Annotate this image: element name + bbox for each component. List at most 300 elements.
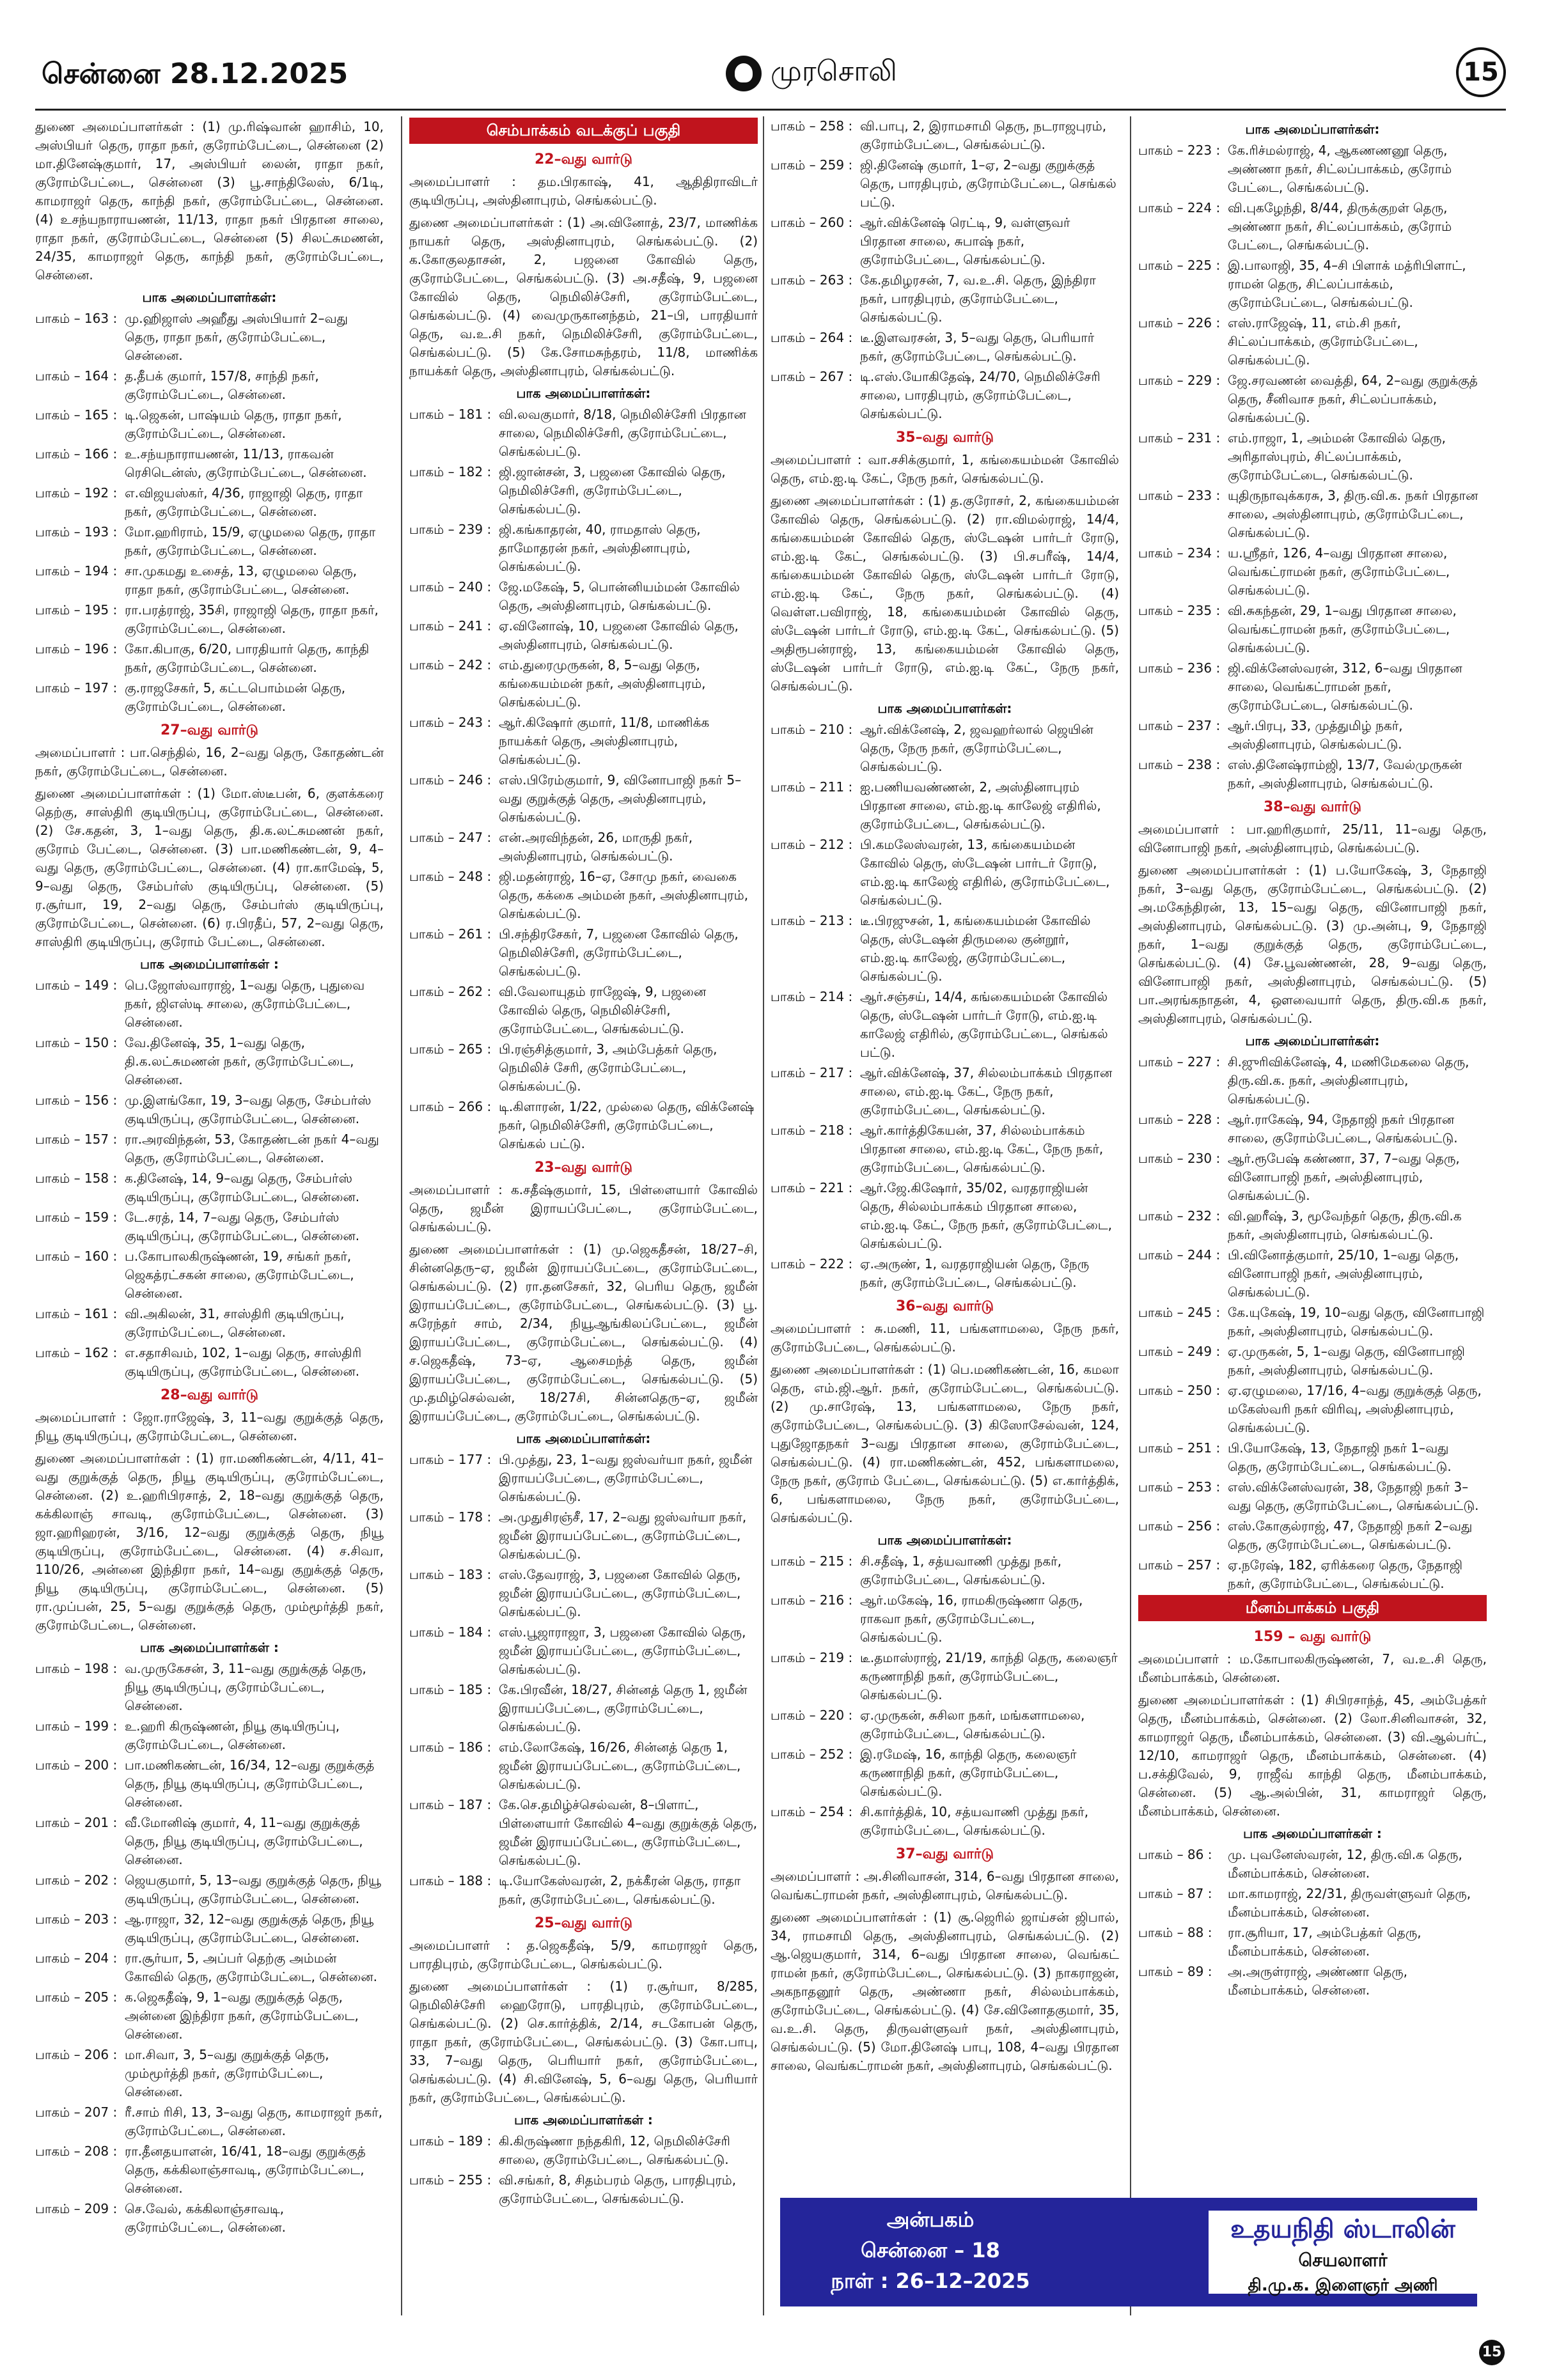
booth-number: பாகம் – 252 : bbox=[771, 1746, 853, 1762]
booth-number: பாகம் – 224 : bbox=[1138, 200, 1221, 215]
booth-number: பாகம் – 163 : bbox=[35, 311, 118, 326]
booth-number: பாகம் – 156 : bbox=[35, 1093, 118, 1108]
booth-list bbox=[409, 2132, 758, 2208]
booth-row bbox=[1138, 659, 1487, 715]
booth-number: பாகம் – 222 : bbox=[771, 1256, 853, 1272]
booth-row bbox=[409, 656, 758, 712]
booth-organizer: மோ.ஹரிராம், 15/9, ஏழுமலை தெரு, ராதா நகர், குரோம்பேட்டை, சென்னை. bbox=[125, 524, 376, 558]
booth-number: பாகம் – 260 : bbox=[771, 215, 853, 230]
booth-organizer: ஜெயகுமார், 5, 13–வது குறுக்குத் தெரு, நியூ குடியிருப்பு, குரோம்பேட்டை, சென்னை. bbox=[125, 1872, 381, 1906]
booth-number: பாகம் – 166 : bbox=[35, 446, 118, 462]
booth-row bbox=[771, 1803, 1119, 1840]
booth-organizer: ஜி.விக்னேஸ்வரன், 312, 6–வது பிரதான சாலை, வெங்கட்ராமன் நகர், குரோம்பேட்டை, செங்கல்பட்டு. bbox=[1228, 660, 1462, 713]
booth-number: பாகம் – 247 : bbox=[409, 830, 492, 845]
booth-organizer: பி.முத்து, 23, 1–வது ஜஸ்வர்யா நகர், ஜமீன் இராயப்பேட்டை, குரோம்பேட்டை, செங்கல்பட்டு. bbox=[499, 1452, 753, 1504]
booth-row bbox=[1138, 371, 1487, 427]
booth-row bbox=[35, 1949, 384, 1986]
booth-row bbox=[35, 1091, 384, 1128]
booth-number: பாகம் – 206 : bbox=[35, 2047, 118, 2062]
booth-row bbox=[409, 828, 758, 866]
booth-organizer: பி.சந்திரசேகர், 7, பஜனை கோவில் தெரு, நெமிலிச்சேரி, குரோம்பேட்டை, செங்கல்பட்டு. bbox=[499, 926, 739, 979]
booth-organizer: ப.கோபாலகிருஷ்ணன், 19, சங்கர் நகர், ஜெகத்ரட்சகன் சாலை, குரோம்பேட்டை, சென்னை. bbox=[125, 1248, 354, 1301]
paragraph: அமைப்பாளர் : வா.சசிக்குமார், 1, கங்கையம்மன் கோவில் தெரு, எம்.ஐ.டி கேட், நேரு நகர், செங்கல்பட்டு. bbox=[771, 452, 1119, 486]
booth-number: பாகம் – 185 : bbox=[409, 1682, 492, 1697]
booth-organizer: பி.கமலேஸ்வரன், 13, கங்கையம்மன் கோவில் தெரு, ஸ்டேஷன் பார்டர் ரோடு, எம்.ஐ.டி காலேஜ் எதிரில், குரோம்பேட்டை, செங்கல்பட்டு. bbox=[860, 837, 1110, 908]
booth-row bbox=[409, 617, 758, 654]
booth-organizer: ரா.சூர்யா, 5, அப்பர் தெற்கு அம்மன் கோவில் தெரு, குரோம்பேட்டை, சென்னை. bbox=[125, 1950, 377, 1984]
booth-list bbox=[771, 1552, 1119, 1840]
booth-row bbox=[35, 1169, 384, 1206]
booth-organizer: அ.முதுசிரஞ்சீ, 17, 2–வது ஜஸ்வர்யா நகர், ஜமீன் இராயப்பேட்டை, குரோம்பேட்டை, செங்கல்பட்டு. bbox=[499, 1509, 747, 1562]
booth-organizer: பி.யோகேஷ், 13, நேதாஜி நகர் 1–வது தெரு, குரோம்பேட்டை, செங்கல்பட்டு. bbox=[1228, 1440, 1452, 1474]
booth-number: பாகம் – 241 : bbox=[409, 618, 492, 634]
booth-organizer: எஸ்.தேவராஜ், 3, பஜனை கோவில் தெரு, ஜமீன் இராயப்பேட்டை, குரோம்பேட்டை, செங்கல்பட்டு. bbox=[499, 1567, 741, 1619]
booth-row bbox=[771, 329, 1119, 366]
booth-row bbox=[35, 445, 384, 482]
booth-row bbox=[409, 578, 758, 615]
booth-organizer: ஜி.கங்காதரன், 40, ராமதாஸ் தெரு, தாமோதரன் நகர், அஸ்தினாபுரம், செங்கல்பட்டு. bbox=[499, 522, 701, 574]
booth-organizer: ரா.தீனதயாளன், 16/41, 18–வது குறுக்குத் தெரு, கக்கிலாஞ்சாவடி, குரோம்பேட்டை, சென்னை. bbox=[125, 2143, 366, 2196]
booth-number: பாகம் – 205 : bbox=[35, 1989, 118, 2005]
paragraph: அமைப்பாளர் : பா.ஹரிகுமார், 25/11, 11–வது தெரு, வினோபாஜி நகர், அஸ்தினாபுரம், செங்கல்பட்டு. bbox=[1138, 821, 1487, 855]
booth-row bbox=[35, 367, 384, 404]
booth-organizer: மா.சிவா, 3, 5–வது குறுக்குத் தெரு, மும்மூர்த்தி நகர், குரோம்பேட்டை, சென்னை. bbox=[125, 2047, 329, 2099]
booth-row bbox=[1138, 314, 1487, 369]
booth-row bbox=[35, 1988, 384, 2044]
booth-row bbox=[409, 713, 758, 769]
booth-row bbox=[1138, 717, 1487, 754]
booth-number: பாகம் – 233 : bbox=[1138, 488, 1221, 503]
booth-number: பாகம் – 225 : bbox=[1138, 258, 1221, 273]
booth-organizer: எம்.ராஜா, 1, அம்மன் கோவில் தெரு, அரிதாஸ்புரம், சிட்லப்பாக்கம், குரோம்பேட்டை, செங்கல்பட்டு. bbox=[1228, 430, 1446, 483]
booth-number: பாகம் – 201 : bbox=[35, 1815, 118, 1830]
booth-organizer: சா.முகமது உசைத், 13, ஏழுமலை தெரு, ராதா நகர், குரோம்பேட்டை, சென்னை. bbox=[125, 563, 357, 597]
booth-number: பாகம் – 248 : bbox=[409, 869, 492, 884]
booth-row bbox=[1138, 141, 1487, 197]
booth-organizer: ஜே.மகேஷ், 5, பொன்னியம்மன் கோவில் தெரு, அஸ்தினாபுரம், செங்கல்பட்டு. bbox=[499, 579, 740, 613]
booth-organizer: க.தினேஷ், 14, 9–வது தெரு, சேம்பர்ஸ் குடியிருப்பு, குரோம்பேட்டை, சென்னை. bbox=[125, 1171, 360, 1204]
booth-row bbox=[409, 463, 758, 518]
booth-organizer: எ.விஜயஸ்கர், 4/36, ராஜாஜி தெரு, ராதா நகர், குரோம்பேட்டை, சென்னை. bbox=[125, 485, 363, 519]
booth-row bbox=[35, 2103, 384, 2140]
booth-row bbox=[35, 562, 384, 599]
footer-page-number: 15 bbox=[1479, 2340, 1505, 2365]
booth-row bbox=[409, 405, 758, 461]
booth-organizer: டீ.பிரஜுசன், 1, கங்கையம்மன் கோவில் தெரு, ஸ்டேஷன் திருமலை குன்றூர், எம்.ஐ.டி காலேஜ், குரோம்பேட்டை, செங்கல்பட்டு. bbox=[860, 913, 1091, 984]
booth-row bbox=[1138, 1885, 1487, 1922]
booth-row bbox=[409, 1098, 758, 1153]
booth-row bbox=[1138, 544, 1487, 600]
booth-number: பாகம் – 219 : bbox=[771, 1650, 853, 1665]
booth-row bbox=[771, 1179, 1119, 1253]
issue-city: சென்னை – 18 bbox=[861, 2238, 1000, 2262]
booth-number: பாகம் – 202 : bbox=[35, 1872, 118, 1888]
booth-organizer: இ.ரமேஷ், 16, காந்தி தெரு, கலைஞர் கருணாநிதி நகர், குரோம்பேட்டை, செங்கல்பட்டு. bbox=[860, 1746, 1077, 1799]
booth-number: பாகம் – 210 : bbox=[771, 722, 853, 737]
booth-row bbox=[771, 1706, 1119, 1743]
booth-row bbox=[35, 601, 384, 638]
booth-number: பாகம் – 178 : bbox=[409, 1509, 492, 1525]
booth-number: பாகம் – 226 : bbox=[1138, 315, 1221, 331]
section-heading: பாக அமைப்பாளர்கள் : bbox=[1243, 1826, 1382, 1841]
booth-number: பாகம் – 250 : bbox=[1138, 1383, 1221, 1398]
paragraph: அமைப்பாளர் : சு.மணி, 11, பங்களாமலை, நேரு நகர், குரோம்பேட்டை, செங்கல்பட்டு. bbox=[771, 1321, 1119, 1355]
booth-organizer: எஸ்.விக்னேஸ்வரன், 38, நேதாஜி நகர் 3–வது தெரு, குரோம்பேட்டை, செங்கல்பட்டு. bbox=[1228, 1479, 1479, 1513]
booth-number: பாகம் – 245 : bbox=[1138, 1305, 1221, 1320]
booth-number: பாகம் – 240 : bbox=[409, 579, 492, 595]
column-4 bbox=[1138, 116, 1487, 2002]
booth-organizer: எஸ்.தினேஷ்ராம்ஜி, 13/7, வேல்முருகன் நகர், அஸ்தினாபுரம், செங்கல்பட்டு. bbox=[1228, 757, 1462, 791]
booth-row bbox=[35, 1208, 384, 1245]
booth-organizer: பி.வினோத்குமார், 25/10, 1–வது தெரு, வினோபாஜி நகர், அஸ்தினாபுரம், செங்கல்பட்டு. bbox=[1228, 1247, 1459, 1300]
booth-number: பாகம் – 157 : bbox=[35, 1132, 118, 1147]
booth-organizer: வி.புகழேந்தி, 8/44, திருக்குறள் தெரு, அண்ணா நகர், சிட்லப்பாக்கம், குரோம் பேட்டை, செங்கல்பட்டு. bbox=[1228, 200, 1452, 253]
booth-number: பாகம் – 231 : bbox=[1138, 430, 1221, 446]
booth-organizer: ரா.பரத்ராஜ், 35சி, ராஜாஜி தெரு, ராதா நகர், குரோம்பேட்டை, சென்னை. bbox=[125, 602, 379, 636]
signatory-role: செயலாளர் bbox=[1298, 2250, 1388, 2271]
booth-organizer: ஏ.ஏழுமலை, 17/16, 4–வது குறுக்குத் தெரு, மகேஸ்வரி நகர் விரிவு, அஸ்தினாபுரம், செங்கல்பட்டு. bbox=[1228, 1383, 1482, 1435]
section-heading: பாக அமைப்பாளர்கள் : bbox=[140, 1640, 279, 1655]
booth-row bbox=[35, 1910, 384, 1947]
booth-number: பாகம் – 256 : bbox=[1138, 1518, 1221, 1534]
booth-number: பாகம் – 161 : bbox=[35, 1306, 118, 1321]
section-heading: பாக அமைப்பாளர்கள் : bbox=[514, 2112, 653, 2127]
column-divider bbox=[401, 116, 402, 2315]
newspaper-title: முரசொலி bbox=[771, 55, 897, 88]
booth-row bbox=[771, 368, 1119, 423]
booth-number: பாகம் – 257 : bbox=[1138, 1557, 1221, 1573]
booth-organizer: ஜே.சரவணன் வைத்தி, 64, 2–வது குறுக்குத் தெரு, சீனிவாச நகர், சிட்லப்பாக்கம், செங்கல்பட்டு. bbox=[1228, 373, 1478, 425]
paragraph: அமைப்பாளர் : ம.கோபாலகிருஷ்ணன், 7, வ.உ.சி தெரு, மீனம்பாக்கம், சென்னை. bbox=[1138, 1651, 1487, 1685]
booth-row bbox=[1138, 1517, 1487, 1554]
booth-organizer: வி.சுகந்தன், 29, 1–வது பிரதான சாலை, வெங்கட்ராமன் நகர், குரோம்பேட்டை, செங்கல்பட்டு. bbox=[1228, 603, 1457, 655]
paragraph: துணை அமைப்பாளர்கள் : (1) சிபிரசாந்த், 45, அம்பேத்கர் தெரு, மீனம்பாக்கம், சென்னை. (2) லோ.சினிவாசன், 32, காமராஜர் தெரு, மீனம்பாக்கம், சென்னை. (3) வி.ஆல்பர்ட், 12/10, காமராஜர் தெரு, மீனம்பாக்கம், சென்னை. (4) ப.சக்திவேல், 9, ராஜீவ் காந்தி தெரு, மீனம்பாக்கம், சென்னை. (5) ஆ.அல்பின், 31, காமராஜர் தெரு, மீனம்பாக்கம், சென்னை. bbox=[1138, 1692, 1487, 1819]
paragraph: துணை அமைப்பாளர்கள் : (1) மு.ஜெகதீசன், 18/27–சி, சின்னதெரு–ஏ, ஜமீன் இராயப்பேட்டை, குரோம்பேட்டை, செங்கல்பட்டு. (2) ரா.தனசேகர், 32, பெரிய தெரு, ஜமீன் இராயப்பேட்டை, குரோம்பேட்டை, செங்கல்பட்டு. (3) பூ. சுரேந்தர் சாம், 2/34, நியூஆங்கிலப்பேட்டை, ஜமீன் இராயப்பேட்டை, குரோம்பேட்டை, செங்கல்பட்டு. (4) ச.ஜெகதீஷ், 73–ஏ, ஆசைமந்த் தெரு, ஜமீன் இராயப்பேட்டை, குரோம்பேட்டை, செங்கல்பட்டு. (5) மு.தமிழ்செல்வன், 18/27சி, சின்னதெரு–ஏ, ஜமீன் இராயப்பேட்டை, குரோம்பேட்டை, செங்கல்பட்டு. bbox=[409, 1241, 758, 1424]
paragraph: துணை அமைப்பாளர்கள் : (1) மோ.ஸ்டீபன், 6, குளக்கரை தெற்கு, சாஸ்திரி குடியிருப்பு, குரோம்பேட்டை, சென்னை. (2) சே.கதன், 3, 1–வது தெரு, தி.க.லட்சுமணன் நகர், குரோம் பேட்டை, சென்னை. (3) பா.மணிகண்டன், 9, 4–வது தெரு, குரோம்பேட்டை, சென்னை. (4) ரா.காமேஷ், 5, 9–வது தெரு, சேம்பர்ஸ் குடியிருப்பு, சென்னை. (5) ர.சூர்யா, 19, 2–வது தெரு, சேம்பர்ஸ் குடியிருப்பு, குரோம்பேட்டை, சென்னை. (6) ர.பிரதீப், 57, 2–வது தெரு, சாஸ்திரி குடியிருப்பு, குரோம் பேட்டை, சென்னை. bbox=[35, 786, 384, 949]
booth-row bbox=[1138, 1246, 1487, 1302]
booth-row bbox=[35, 1717, 384, 1754]
booth-row bbox=[771, 1552, 1119, 1589]
booth-organizer: எம்.துரைமுருகன், 8, 5–வது தெரு, கங்கையம்மன் நகர், அஸ்தினாபுரம், செங்கல்பட்டு. bbox=[499, 657, 706, 710]
ward-heading: 159 – வது வார்டு bbox=[1253, 1629, 1372, 1645]
booth-organizer: ஏ.நரேஷ், 182, ஏரிக்கரை தெரு, நேதாஜி நகர், குரோம்பேட்டை, செங்கல்பட்டு. bbox=[1228, 1557, 1463, 1591]
booth-organizer: ரா.சூரியா, 17, அம்பேத்கர் தெரு, மீனம்பாக்கம், சென்னை. bbox=[1228, 1925, 1422, 1959]
booth-row bbox=[409, 771, 758, 827]
booth-organizer: சி.ஜுரிவிக்னேஷ், 4, மணிமேகலை தெரு, திரு.வி.க. நகர், அஸ்தினாபுரம், செங்கல்பட்டு. bbox=[1228, 1054, 1469, 1107]
booth-row bbox=[35, 2046, 384, 2101]
booth-number: பாகம் – 267 : bbox=[771, 369, 853, 384]
booth-number: பாகம் – 254 : bbox=[771, 1804, 853, 1819]
booth-number: பாகம் – 265 : bbox=[409, 1041, 492, 1057]
booth-number: பாகம் – 184 : bbox=[409, 1624, 492, 1640]
booth-row bbox=[1138, 1963, 1487, 2000]
paragraph: துணை அமைப்பாளர்கள் : (1) ப.யோகேஷ், 3, நேதாஜி நகர், 3–வது தெரு, குரோம்பேட்டை, செங்கல்பட்டு. (2) அ.மகேந்திரன், 13, 15–வது தெரு, வினோபாஜி நகர், அஸ்தினாபுரம், செங்கல்பட்டு. (3) மு.அன்பு, 9, நேதாஜி நகர், 1–வது குறுக்குத் தெரு, குரோம்பேட்டை, செங்கல்பட்டு. (4) சே.பூவண்ணன், 28, 9–வது தெரு, வினோபாஜி நகர், அஸ்தினாபுரம், செங்கல்பட்டு. (5) பா.அரங்கநாதன், 4, ஔவையார் தெரு, திரு.வி.க நகர், அஸ்தினாபுரம், செங்கல்பட்டு. bbox=[1138, 862, 1487, 1026]
booth-organizer: ஆர்.கிஷோர் குமார், 11/8, மாணிக்க நாயக்கர் தெரு, அஸ்தினாபுரம், செங்கல்பட்டு. bbox=[499, 715, 710, 767]
booth-organizer: உ.ஹரி கிருஷ்ணன், நியூ குடியிருப்பு, குரோம்பேட்டை, சென்னை. bbox=[125, 1718, 340, 1752]
booth-row bbox=[771, 1649, 1119, 1704]
booth-number: பாகம் – 150 : bbox=[35, 1035, 118, 1050]
booth-organizer: மு. புவனேஸ்வரன், 12, திரு.வி.க தெரு, மீனம்பாக்கம், சென்னை. bbox=[1228, 1847, 1462, 1881]
booth-organizer: க.ஜெகதீஷ், 9, 1–வது குறுக்குத் தெரு, அன்னை இந்திரா நகர், குரோம்பேட்டை, சென்னை. bbox=[125, 1989, 359, 2042]
paragraph: துணை அமைப்பாளர்கள் : (1) ரா.மணிகண்டன், 4/11, 41–வது குறுக்குத் தெரு, நியூ குடியிருப்பு, குரோம்பேட்டை, சென்னை. (2) உ.ஹரிபிரசாத், 2, 18–வது குறுக்குத் தெரு, கக்கிலாஞ் சாவடி, குரோம்பேட்டை, சென்னை. (3) ஜா.ஹரிஹரன், 3/16, 12–வது குறுக்குத் தெரு, நியூ குடியிருப்பு, குரோம்பேட்டை, சென்னை. (4) ச.சிவா, 110/26, அன்னை இந்திரா நகர், 14–வது குறுக்குத் தெரு, நியூ குடியிருப்பு, குரோம்பேட்டை, சென்னை. (5) ரா.முப்பன், 25, 5–வது குறுக்குத் தெரு, மும்மூர்த்தி நகர், குரோம்பேட்டை, சென்னை. bbox=[35, 1451, 384, 1633]
signatory-name: உதயநிதி ஸ்டாலின் bbox=[1230, 2214, 1455, 2244]
booth-organizer: கே.பிரவீன், 18/27, சின்னத் தெரு 1, ஜமீன் இராயப்பேட்டை, குரோம்பேட்டை, செங்கல்பட்டு. bbox=[499, 1682, 748, 1734]
section-heading: பாக அமைப்பாளர்கள்: bbox=[877, 701, 1012, 716]
masthead bbox=[35, 45, 1506, 111]
booth-list bbox=[1138, 1846, 1487, 2000]
booth-row bbox=[35, 1130, 384, 1167]
ward-heading: 28–வது வார்டு bbox=[160, 1387, 259, 1403]
booth-number: பாகம் – 197 : bbox=[35, 680, 118, 696]
page-number-badge: 15 bbox=[1456, 47, 1506, 97]
booth-number: பாகம் – 212 : bbox=[771, 837, 853, 852]
booth-number: பாகம் – 196 : bbox=[35, 641, 118, 657]
section-heading: பாக அமைப்பாளர்கள்: bbox=[142, 290, 277, 305]
booth-organizer: எஸ்.பூஜாராஜா, 3, பஜனை கோவில் தெரு, ஜமீன் இராயப்பேட்டை, குரோம்பேட்டை, செங்கல்பட்டு. bbox=[499, 1624, 746, 1677]
booth-number: பாகம் – 199 : bbox=[35, 1718, 118, 1734]
booth-number: பாகம் – 209 : bbox=[35, 2201, 118, 2216]
ward-heading: 27–வது வார்டு bbox=[160, 722, 259, 738]
booth-organizer: சி.கார்த்திக், 10, சத்யவாணி முத்து நகர், குரோம்பேட்டை, செங்கல்பட்டு. bbox=[860, 1804, 1089, 1838]
booth-row bbox=[771, 1064, 1119, 1119]
booth-number: பாகம் – 220 : bbox=[771, 1707, 853, 1723]
paragraph: அமைப்பாளர் : பா.செந்தில், 16, 2–வது தெரு, கோதண்டன் நகர், குரோம்பேட்டை, சென்னை. bbox=[35, 745, 384, 779]
booth-number: பாகம் – 181 : bbox=[409, 407, 492, 422]
booth-number: பாகம் – 87 : bbox=[1138, 1886, 1212, 1901]
booth-organizer: ஆர்.கார்த்திகேயன், 37, சில்லம்பாக்கம் பிரதான சாலை, எம்.ஐ.டி கேட், நேரு நகர், குரோம்பேட்டை, செங்கல்பட்டு. bbox=[860, 1123, 1104, 1175]
booth-organizer: டீ.இளவரசன், 3, 5–வது தெரு, பெரியார் நகர், குரோம்பேட்டை, செங்கல்பட்டு. bbox=[860, 330, 1095, 364]
booth-row bbox=[409, 1623, 758, 1679]
booth-row bbox=[409, 925, 758, 981]
booth-organizer: ய.ஸ்ரீதர், 126, 4–வது பிரதான சாலை, வெங்கட்ராமன் நகர், குரோம்பேட்டை, செங்கல்பட்டு. bbox=[1228, 545, 1450, 598]
booth-organizer: கே.ரிச்மல்ராஜ், 4, ஆகணணனூ தெரு, அண்ணா நகர், சிட்லப்பாக்கம், குரோம் பேட்டை, செங்கல்பட்டு. bbox=[1228, 143, 1452, 195]
paragraph: அமைப்பாளர் : தம.பிரகாஷ், 41, ஆதிதிராவிடர் குடியிருப்பு, அஸ்தினாபுரம், செங்கல்பட்டு. bbox=[409, 174, 758, 208]
booth-row bbox=[35, 309, 384, 365]
paragraph: அமைப்பாளர் : க.சதீஷ்குமார், 15, பிள்ளையார் கோவில் தெரு, ஜமீன் இராயப்பேட்டை, குரோம்பேட்டை, செங்கல்பட்டு. bbox=[409, 1182, 758, 1234]
booth-row bbox=[35, 679, 384, 716]
booth-row bbox=[409, 983, 758, 1038]
booth-organizer: எஸ்.ராஜேஷ், 11, எம்.சி நகர், சிட்லப்பாக்கம், குரோம்பேட்டை, செங்கல்பட்டு. bbox=[1228, 315, 1418, 368]
booth-number: பாகம் – 160 : bbox=[35, 1248, 118, 1264]
booth-number: பாகம் – 244 : bbox=[1138, 1247, 1221, 1263]
booth-row bbox=[35, 523, 384, 560]
booth-organizer: ஐ.பணியவண்ணன், 2, அஸ்தினாபுரம் பிரதான சாலை, எம்.ஐ.டி காலேஜ் எதிரில், குரோம்பேட்டை, செங்கல்பட்டு. bbox=[860, 779, 1101, 832]
booth-number: பாகம் – 259 : bbox=[771, 157, 853, 173]
paragraph: துணை அமைப்பாளர்கள் : (1) சூ.ஜெரில் ஜாய்சன் ஜிபால், 34, ராமசாமி தெரு, அஸ்தினாபுரம், செங்கல்பட்டு. (2) ஆ.ஜெயகுமார், 314, 6–வது பிரதான சாலை, வெங்கட் ராமன் நகர், குரோம்பேட்டை, செங்கல்பட்டு. (3) நாகராஜன், அகநாதனூர் தெரு, அண்ணா நகர், சில்லம்பாக்கம், குரோம்பேட்டை, செங்கல்பட்டு. (4) சே.வினோதகுமார், 35, வ.உ.சி. தெரு, திருவள்ளுவர் நகர், அஸ்தினாபுரம், செங்கல்பட்டு. (5) மோ.தினேஷ் பாபு, 108, 4–வது பிரதான சாலை, வெங்கட்ராமன் நகர், அஸ்தினாபுரம், செங்கல்பட்டு. bbox=[771, 1909, 1119, 2073]
booth-organizer: ரீ.சாம் ரிசி, 13, 3–வது தெரு, காமராஜர் நகர், குரோம்பேட்டை, சென்னை. bbox=[125, 2104, 383, 2138]
booth-row bbox=[1138, 1149, 1487, 1205]
booth-organizer: ஜி.மதன்ராஜ், 16–ஏ, சோமு நகர், வைகை தெரு, கக்கை அம்மன் நகர், அஸ்தினாபுரம், செங்கல்பட்டு. bbox=[499, 869, 749, 921]
booth-organizer: ஏ.அருண், 1, வரதராஜியன் தெரு, நேரு நகர், குரோம்பேட்டை, செங்கல்பட்டு. bbox=[860, 1256, 1090, 1290]
booth-number: பாகம் – 218 : bbox=[771, 1123, 853, 1138]
paragraph: அமைப்பாளர் : அ.சினிவாசன், 314, 6–வது பிரதான சாலை, வெங்கட்ராமன் நகர், அஸ்தினாபுரம், செங்கல்பட்டு. bbox=[771, 1869, 1119, 1902]
booth-organizer: ஆ.ராஜா, 32, 12–வது குறுக்குத் தெரு, நியூ குடியிருப்பு, குரோம்பேட்டை, சென்னை. bbox=[125, 1911, 374, 1945]
area-banner: மீனம்பாக்கம் பகுதி bbox=[1138, 1595, 1487, 1621]
booth-list bbox=[35, 1660, 384, 2237]
booth-row bbox=[1138, 602, 1487, 657]
booth-organizer: வி.பாபு, 2, இராமசாமி தெரு, நடராஜபுரம், குரோம்பேட்டை, செங்கல்பட்டு. bbox=[860, 118, 1107, 152]
booth-number: பாகம் – 235 : bbox=[1138, 603, 1221, 618]
booth-organizer: கே.தமிழரசன், 7, வ.உ.சி. தெரு, இந்திரா நகர், பாரதிபுரம், குரோம்பேட்டை, செங்கல்பட்டு. bbox=[860, 272, 1096, 325]
booth-number: பாகம் – 194 : bbox=[35, 563, 118, 579]
booth-row bbox=[1138, 1556, 1487, 1593]
booth-row bbox=[1138, 1342, 1487, 1380]
booth-organizer: ஆர்.விக்னேஷ், 37, சில்லம்பாக்கம் பிரதான சாலை, எம்.ஐ.டி கேட், நேரு நகர், குரோம்பேட்டை, செங்கல்பட்டு. bbox=[860, 1065, 1113, 1117]
booth-organizer: யுதிருநாவுக்கரசு, 3, திரு.வி.க. நகர் பிரதான சாலை, அஸ்தினாபுரம், குரோம்பேட்டை, செங்கல்பட்டு. bbox=[1228, 488, 1478, 540]
booth-organizer: எம்.லோகேஷ், 16/26, சின்னத் தெரு 1, ஜமீன் இராயப்பேட்டை, குரோம்பேட்டை, செங்கல்பட்டு. bbox=[499, 1739, 741, 1792]
booth-row bbox=[35, 1305, 384, 1342]
booth-organizer: ஆர்.சஞ்சய், 14/4, கங்கையம்மன் கோவில் தெரு, ஸ்டேஷன் பார்டர் ரோடு, எம்.ஐ.டி காலேஜ் எதிரில், குரோம்பேட்டை, செங்கல் பட்டு. bbox=[860, 989, 1108, 1060]
booth-row bbox=[1138, 486, 1487, 542]
booth-row bbox=[771, 1591, 1119, 1647]
booth-organizer: ஆர்.விக்னேஷ் ரெட்டி, 9, வள்ளுவர் பிரதான சாலை, சுபாஷ் நகர், குரோம்பேட்டை, செங்கல்பட்டு. bbox=[860, 215, 1070, 267]
booth-row bbox=[771, 117, 1119, 154]
section-heading: பாக அமைப்பாளர்கள்: bbox=[1245, 1033, 1380, 1048]
issue-place: அன்பகம் bbox=[886, 2207, 975, 2232]
booth-organizer: ஆர்.ரூபேஷ் கண்ணா, 37, 7–வது தெரு, வினோபாஜி நகர், அஸ்தினாபுரம், செங்கல்பட்டு. bbox=[1228, 1151, 1460, 1203]
booth-number: பாகம் – 213 : bbox=[771, 913, 853, 928]
booth-organizer: இ.பாலாஜி, 35, 4–சி பிளாக் மத்ரிபிளாட், ராமன் தெரு, சிட்லப்பாக்கம், குரோம்பேட்டை, செங்கல்பட்டு. bbox=[1228, 258, 1466, 310]
booth-list bbox=[771, 720, 1119, 1292]
booth-organizer: வி.ஹரீஷ், 3, மூவேந்தர் தெரு, திரு.வி.க நகர், அஸ்தினாபுரம், செங்கல்பட்டு. bbox=[1228, 1208, 1462, 1242]
signatory bbox=[1209, 2211, 1477, 2294]
booth-number: பாகம் – 158 : bbox=[35, 1171, 118, 1186]
booth-organizer: எஸ்.கோகுல்ராஜ், 47, நேதாஜி நகர் 2–வது தெரு, குரோம்பேட்டை, செங்கல்பட்டு. bbox=[1228, 1518, 1473, 1552]
booth-organizer: டே.சரத், 14, 7–வது தெரு, சேம்பர்ஸ் குடியிருப்பு, குரோம்பேட்டை, சென்னை. bbox=[125, 1209, 360, 1243]
booth-number: பாகம் – 237 : bbox=[1138, 718, 1221, 733]
booth-row bbox=[35, 1034, 384, 1089]
booth-organizer: எ.சதாசிவம், 102, 1–வது தெரு, சாஸ்திரி குடியிருப்பு, குரோம்பேட்டை, சென்னை. bbox=[125, 1345, 362, 1379]
booth-row bbox=[771, 778, 1119, 834]
booth-number: பாகம் – 230 : bbox=[1138, 1151, 1221, 1166]
booth-organizer: த.தீபக் குமார், 157/8, சாந்தி நகர், குரோம்பேட்டை, சென்னை. bbox=[125, 368, 319, 402]
booth-organizer: வி.அகிலன், 31, சாஸ்திரி குடியிருப்பு, குரோம்பேட்டை, சென்னை. bbox=[125, 1306, 345, 1340]
booth-number: பாகம் – 149 : bbox=[35, 977, 118, 993]
booth-list bbox=[1138, 141, 1487, 793]
booth-number: பாகம் – 266 : bbox=[409, 1099, 492, 1114]
booth-organizer: வி.லவகுமார், 8/18, நெமிலிச்சேரி பிரதான சாலை, நெமிலிச்சேரி, குரோம்பேட்டை, செங்கல்பட்டு. bbox=[499, 407, 746, 459]
booth-row bbox=[1138, 756, 1487, 793]
masthead-title-group bbox=[726, 55, 897, 91]
booth-number: பாகம் – 198 : bbox=[35, 1661, 118, 1676]
booth-row bbox=[1138, 1110, 1487, 1147]
booth-number: பாகம் – 214 : bbox=[771, 989, 853, 1004]
booth-number: பாகம் – 211 : bbox=[771, 779, 853, 795]
booth-number: பாகம் – 236 : bbox=[1138, 660, 1221, 676]
booth-row bbox=[1138, 1053, 1487, 1108]
booth-row bbox=[35, 1871, 384, 1908]
booth-organizer: டீ.தமாஸ்ராஜ், 21/19, காந்தி தெரு, கலைஞர் கருணாநிதி நகர், குரோம்பேட்டை, செங்கல்பட்டு. bbox=[860, 1650, 1118, 1702]
booth-organizer: மு.இளங்கோ, 19, 3–வது தெரு, சேம்பர்ஸ் குடியிருப்பு, குரோம்பேட்டை, சென்னை. bbox=[125, 1093, 372, 1126]
rising-sun-logo-icon bbox=[726, 56, 762, 91]
booth-row bbox=[771, 988, 1119, 1062]
paragraph: துணை அமைப்பாளர்கள் : (1) ர.சூர்யா, 8/285, நெமிலிச்சேரி ஹைரோடு, பாரதிபுரம், குரோம்பேட்டை, செங்கல்பட்டு. (2) செ.கார்த்திக், 2/14, சடகோபன் தெரு, ராதா நகர், குரோம்பேட்டை, செங்கல்பட்டு. (3) கோ.பாபு, 33, 7–வது தெரு, பெரியார் நகர், குரோம்பேட்டை, செங்கல்பட்டு. (4) சி.வினேஷ், 5, 6–வது தெரு, பெரியார் நகர், குரோம்பேட்டை, செங்கல்பட்டு. bbox=[409, 1979, 758, 2105]
booth-organizer: மா.காமராஜ், 22/31, திருவள்ளுவர் தெரு, மீனம்பாக்கம், சென்னை. bbox=[1228, 1886, 1471, 1920]
booth-row bbox=[35, 976, 384, 1032]
booth-row bbox=[409, 1681, 758, 1736]
booth-row bbox=[35, 2142, 384, 2198]
booth-organizer: ஏ.முருகன், சுசிலா நகர், மங்களாமலை, குரோம்பேட்டை, செங்கல்பட்டு. bbox=[860, 1707, 1085, 1741]
booth-row bbox=[409, 520, 758, 576]
paragraph: அமைப்பாளர் : த.ஜெகதீஷ், 5/9, காமராஜர் தெரு, பாரதிபுரம், குரோம்பேட்டை, செங்கல்பட்டு. bbox=[409, 1938, 758, 1972]
booth-number: பாகம் – 243 : bbox=[409, 715, 492, 730]
booth-number: பாகம் – 253 : bbox=[1138, 1479, 1221, 1495]
booth-organizer: கு.ராஜசேகர், 5, கட்டபொம்மன் தெரு, குரோம்பேட்டை, சென்னை. bbox=[125, 680, 346, 714]
booth-row bbox=[409, 2132, 758, 2169]
booth-number: பாகம் – 242 : bbox=[409, 657, 492, 673]
booth-number: பாகம் – 221 : bbox=[771, 1180, 853, 1195]
booth-organizer: ஏ.வினோஷ், 10, பஜனை கோவில் தெரு, அஸ்தினாபுரம், செங்கல்பட்டு. bbox=[499, 618, 739, 652]
booth-number: பாகம் – 238 : bbox=[1138, 757, 1221, 772]
booth-list bbox=[409, 405, 758, 1153]
booth-number: பாகம் – 164 : bbox=[35, 368, 118, 384]
booth-row bbox=[35, 1814, 384, 1869]
booth-organizer: சி.சதீஷ், 1, சத்யவாணி முத்து நகர், குரோம்பேட்டை, செங்கல்பட்டு. bbox=[860, 1553, 1061, 1587]
booth-row bbox=[771, 214, 1119, 269]
booth-number: பாகம் – 258 : bbox=[771, 118, 853, 134]
booth-number: பாகம் – 89 : bbox=[1138, 1964, 1212, 1979]
ward-heading: 37–வது வார்டு bbox=[895, 1846, 994, 1862]
ward-heading: 23–வது வார்டு bbox=[534, 1160, 633, 1176]
booth-row bbox=[1138, 1478, 1487, 1515]
ward-heading: 35–வது வார்டு bbox=[895, 430, 994, 446]
booth-organizer: என்.அரவிந்தன், 26, மாருதி நகர், அஸ்தினாபுரம், செங்கல்பட்டு. bbox=[499, 830, 693, 864]
booth-organizer: ரா.அரவிந்தன், 53, கோதண்டன் நகர் 4–வது தெரு, குரோம்பேட்டை, சென்னை. bbox=[125, 1132, 379, 1165]
booth-organizer: ஆர்.ராகேஷ், 94, நேதாஜி நகர் பிரதான சாலை, குரோம்பேட்டை, செங்கல்பட்டு. bbox=[1228, 1112, 1458, 1146]
booth-organizer: டி.கிளாரன், 1/22, முல்லை தெரு, விக்னேஷ் நகர், நெமிலிச்சேரி, குரோம்பேட்டை, செங்கல் பட்டு. bbox=[499, 1099, 755, 1151]
ward-heading: 36–வது வார்டு bbox=[895, 1298, 994, 1314]
booth-number: பாகம் – 186 : bbox=[409, 1739, 492, 1755]
paragraph: அமைப்பாளர் : ஜோ.ராஜேஷ், 3, 11–வது குறுக்குத் தெரு, நியூ குடியிருப்பு, குரோம்பேட்டை, சென்னை. bbox=[35, 1410, 384, 1443]
booth-number: பாகம் – 165 : bbox=[35, 407, 118, 423]
paragraph: துணை அமைப்பாளர்கள் : (1) த.குரோசர், 2, கங்கையம்மன் கோவில் தெரு, செங்கல்பட்டு. (2) ரா.விமல்ராஜ், 14/4, கங்கையம்மன் கோவில் தெரு, ஸ்டேஷன் பார்டர் ரோடு, எம்.ஐ.டி கேட், செங்கல்பட்டு. (3) பி.சபரீஷ், 14/4, கங்கையம்மன் கோவில் தெரு, ஸ்டேஷன் பார்டர் ரோடு, எம்.ஐ.டி கேட், நேரு நகர், செங்கல்பட்டு. (4) வெள்ள.பவிராஜ், 18, கங்கையம்மன் கோவில் தெரு, ஸ்டேஷன் பார்டர் ரோடு, எம்.ஐ.டி கேட், செங்கல்பட்டு. (5) அதிரூபன்ராஜ், 13, கங்கையம்மன் கோவில் தெரு, ஸ்டேஷன் பார்டர் ரோடு, எம்.ஐ.டி கேட், நேரு நகர், செங்கல்பட்டு. bbox=[771, 493, 1119, 694]
booth-row bbox=[409, 1738, 758, 1794]
booth-organizer: கே.செ.தமிழ்ச்செல்வன், 8–பிளாட், பிள்ளையார் கோவில் 4–வது குறுக்குத் தெரு, ஜமீன் இராயப்பேட்டை, குரோம்பேட்டை, செங்கல்பட்டு. bbox=[499, 1797, 758, 1868]
booth-organizer: மு.ஹிஜாஸ் அஹீது அஸ்பியார் 2–வது தெரு, ராதா நகர், குரோம்பேட்டை, சென்னை. bbox=[125, 311, 349, 363]
booth-number: பாகம் – 188 : bbox=[409, 1873, 492, 1888]
booth-number: பாகம் – 195 : bbox=[35, 602, 118, 618]
booth-organizer: கே.யுகேஷ், 19, 10–வது தெரு, வினோபாஜி நகர், அஸ்தினாபுரம், செங்கல்பட்டு. bbox=[1228, 1305, 1485, 1339]
booth-row bbox=[771, 156, 1119, 212]
booth-organizer: உ.சந்யநாராயணன், 11/13, ராகவன் ரெசிடென்ஸ், குரோம்பேட்டை, சென்னை. bbox=[125, 446, 367, 480]
booth-number: பாகம் – 200 : bbox=[35, 1757, 118, 1773]
booth-row bbox=[771, 720, 1119, 776]
section-heading: பாக அமைப்பாளர்கள்: bbox=[516, 1431, 651, 1446]
booth-organizer: செ.வேல், கக்கிலாஞ்சாவடி, குரோம்பேட்டை, சென்னை. bbox=[125, 2201, 286, 2235]
booth-row bbox=[409, 867, 758, 923]
booth-number: பாகம் – 228 : bbox=[1138, 1112, 1221, 1127]
booth-row bbox=[409, 1796, 758, 1870]
booth-organizer: வ.முருகேசன், 3, 11–வது குறுக்குத் தெரு, நியூ குடியிருப்பு, குரோம்பேட்டை, சென்னை. bbox=[125, 1661, 366, 1713]
booth-organizer: ஆர்.மகேஷ், 16, ராமகிருஷ்ணா தெரு, ராகவா நகர், குரோம்பேட்டை, செங்கல்பட்டு. bbox=[860, 1592, 1083, 1645]
booth-row bbox=[409, 1040, 758, 1096]
booth-row bbox=[1138, 1924, 1487, 1961]
booth-number: பாகம் – 216 : bbox=[771, 1592, 853, 1608]
column-divider bbox=[1130, 116, 1131, 2315]
booth-organizer: டி.ஜெகன், பாஷ்யம் தெரு, ராதா நகர், குரோம்பேட்டை, சென்னை. bbox=[125, 407, 342, 441]
booth-number: பாகம் – 217 : bbox=[771, 1065, 853, 1080]
booth-row bbox=[35, 1660, 384, 1715]
booth-organizer: அ.அருள்ராஜ், அண்ணா தெரு, மீனம்பாக்கம், சென்னை. bbox=[1228, 1964, 1407, 1998]
booth-number: பாகம் – 208 : bbox=[35, 2143, 118, 2159]
section-heading: பாக அமைப்பாளர்கள்: bbox=[516, 385, 651, 401]
booth-organizer: டி.எஸ்.யோகிதேஷ், 24/70, நெமிலிச்சேரி சாலை, பாரதிபுரம், குரோம்பேட்டை, செங்கல்பட்டு. bbox=[860, 369, 1100, 421]
paragraph: துணை அமைப்பாளர்கள் : (1) மு.ரிஷ்வான் ஹாசிம், 10, அஸ்பியா் தெரு, ராதா நகர், குரோம்பேட்டை, சென்னை (2) மா.தினேஷ்குமார், 17, அஸ்பியா் லைன், ராதா நகர், குரோம்பேட்டை, சென்னை (3) பூ.சாந்திலேஸ், 6/1டி, காமராஜர் தெரு, காந்தி நகர், குரோம்பேட்டை, சென்னை. (4) உசந்யநாராயணன், 11/13, ராதா நகர் பிரதான சாலை, ராதா நகர், குரோம்பேட்டை, சென்னை (5) சிலட்சுமணன், 24/35, காமராஜர் தெரு, காந்தி நகர், குரோம்பேட்டை, சென்னை. bbox=[35, 119, 384, 283]
booth-number: பாகம் – 215 : bbox=[771, 1553, 853, 1569]
area-banner: செம்பாக்கம் வடக்குப் பகுதி bbox=[409, 118, 758, 144]
booth-number: பாகம் – 192 : bbox=[35, 485, 118, 501]
booth-row bbox=[1138, 256, 1487, 312]
